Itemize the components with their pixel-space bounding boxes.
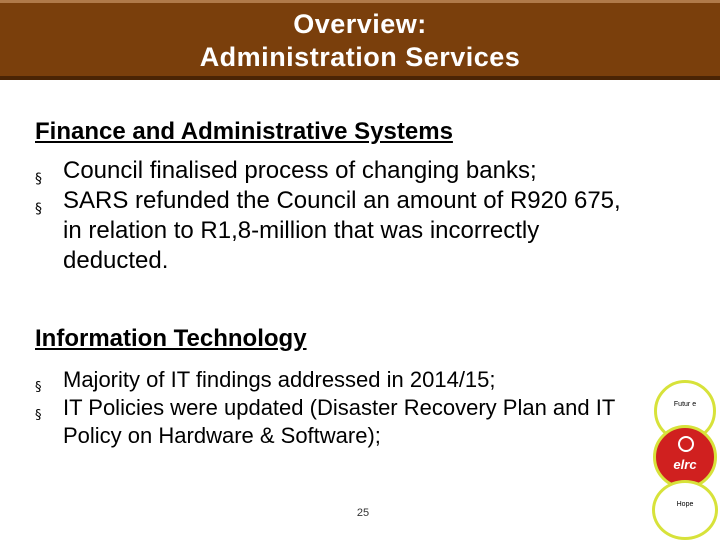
section-heading-finance: Finance and Administrative Systems (35, 118, 453, 145)
section-heading-it: Information Technology (35, 325, 307, 352)
bullet-icon: § (35, 171, 42, 187)
bullet-text: Majority of IT findings addressed in 2014/15; (63, 367, 496, 392)
slide-title-line-1: Overview: (293, 9, 427, 39)
bullet-icon: § (35, 380, 42, 395)
slide-title-line-2: Administration Services (199, 42, 521, 72)
finance-bullet-list (35, 156, 635, 276)
list-item (35, 366, 625, 394)
bullet-icon: § (35, 408, 42, 423)
bullet-text: IT Policies were updated (Disaster Recovery Plan and IT Policy on Hardware & Software); (63, 395, 615, 448)
it-bullet-list (35, 366, 625, 450)
list-item (35, 186, 635, 276)
elrc-logo-text: elrc (673, 457, 697, 472)
title-bar (0, 0, 720, 80)
hope-badge (652, 480, 718, 540)
bullet-text: SARS refunded the Council an amount of R920 675, in relation to R1,8-million that was incorrectly deducted. (63, 187, 621, 274)
future-badge-label: Futur e (673, 401, 697, 408)
elrc-emblem-icon (678, 436, 694, 452)
bullet-icon: § (35, 201, 42, 217)
page-number: 25 (356, 507, 370, 519)
list-item (35, 394, 625, 450)
hope-badge-label: Hope (676, 501, 694, 508)
list-item (35, 156, 635, 186)
bullet-text: Council finalised process of changing banks; (63, 157, 537, 184)
